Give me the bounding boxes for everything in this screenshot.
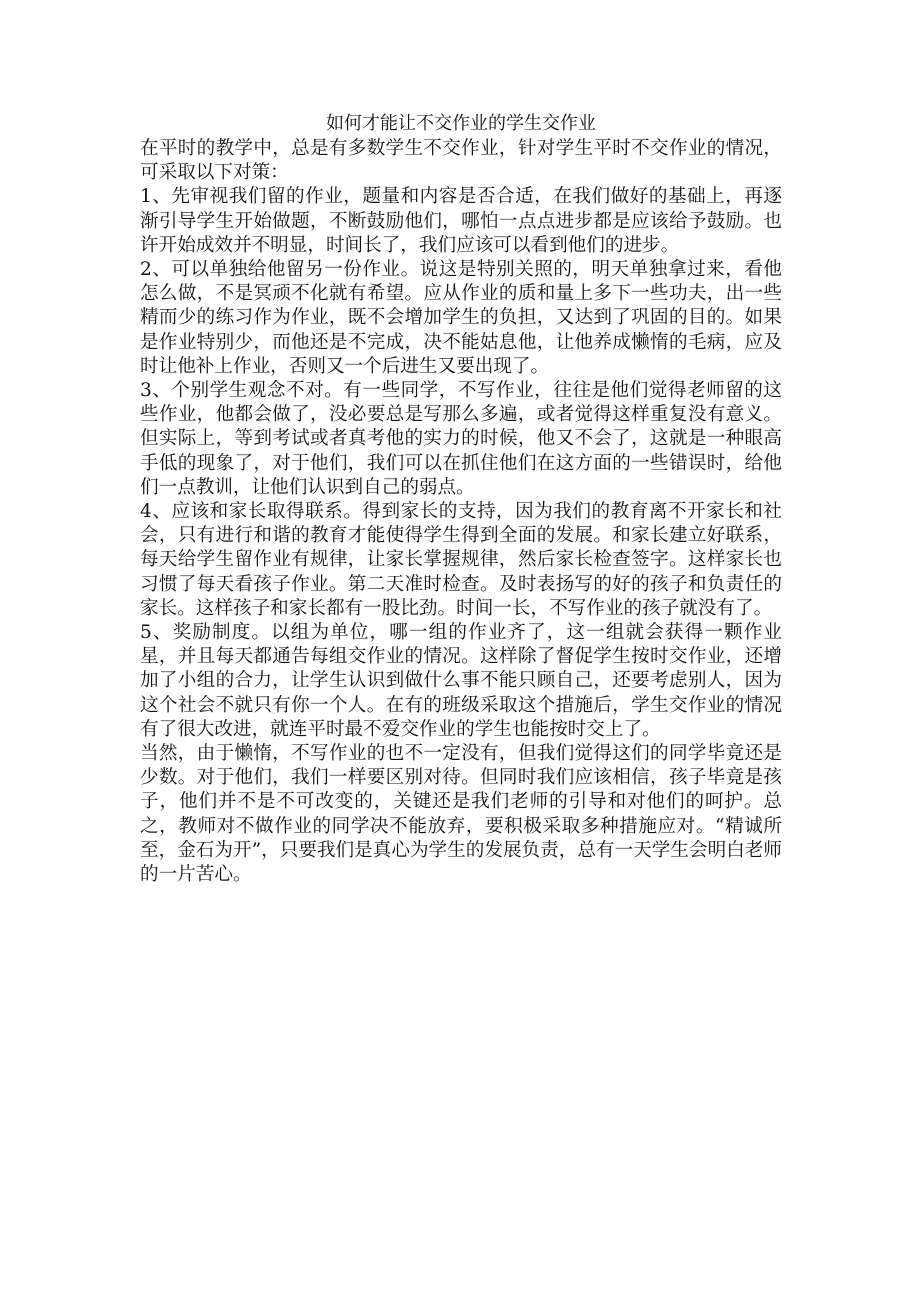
- strategy-4-paragraph: 4、应该和家长取得联系。得到家长的支持，因为我们的教育离不开家长和社会，只有进行和谐的教育才能使得学生得到全面的发展。和家长建立好联系，每天给学生留作业有规律，让家长掌握规律，然后家长检查签字。这样家长也习惯了每天看孩子作业。第二天准时检查。及时表扬写的好的孩子和负责任的家长。这样孩子和家长都有一股比劲。时间一长，不写作业的孩子就没有了。: [140, 501, 782, 619]
- conclusion-paragraph: 当然，由于懒惰，不写作业的也不一定没有，但我们觉得这们的同学毕竟还是少数。对于他们，我们一样要区别对待。但同时我们应该相信，孩子毕竟是孩子，他们并不是不可改变的，关键还是我们老师的引导和对他们的呵护。总之，教师对不做作业的同学决不能放弃，要积极采取多种措施应对。“精诚所至，金石为开”，只要我们是真心为学生的发展负责，总有一天学生会明白老师的一片苦心。: [140, 743, 782, 886]
- document-page: [140, 111, 782, 887]
- intro-paragraph: 在平时的教学中，总是有多数学生不交作业，针对学生平时不交作业的情况，可采取以下对策：: [140, 138, 782, 184]
- strategy-1-paragraph: 1、先审视我们留的作业，题量和内容是否合适，在我们做好的基础上，再逐渐引导学生开始做题，不断鼓励他们，哪怕一点点进步都是应该给予鼓励。也许开始成效并不明显，时间长了，我们应该可以看到他们的进步。: [140, 186, 782, 256]
- document-title: 如何才能让不交作业的学生交作业: [326, 113, 596, 134]
- strategy-5-paragraph: 5、奖励制度。以组为单位，哪一组的作业齐了，这一组就会获得一颗作业星，并且每天都通告每组交作业的情况。这样除了督促学生按时交作业，还增加了小组的合力，让学生认识到做什么事不能只顾自己，还要考虑别人，因为这个社会不就只有你一个人。在有的班级采取这个措施后，学生交作业的情况有了很大改进，就连平时最不爱交作业的学生也能按时交上了。: [140, 622, 782, 740]
- strategy-2-paragraph: 2、可以单独给他留另一份作业。说这是特别关照的，明天单独拿过来，看他怎么做，不是冥顽不化就有希望。应从作业的质和量上多下一些功夫，出一些精而少的练习作为作业，既不会增加学生的负担，又达到了巩固的目的。如果是作业特别少，而他还是不完成，决不能姑息他，让他养成懒惰的毛病，应及时让他补上作业，否则又一个后进生又要出现了。: [140, 259, 782, 377]
- strategy-3-paragraph: 3、个别学生观念不对。有一些同学，不写作业，往往是他们觉得老师留的这些作业，他都会做了，没必要总是写那么多遍，或者觉得这样重复没有意义。但实际上，等到考试或者真考他的实力的时候，他又不会了，这就是一种眼高手低的现象了，对于他们，我们可以在抓住他们在这方面的一些错误时，给他们一点教训，让他们认识到自己的弱点。: [140, 380, 782, 498]
